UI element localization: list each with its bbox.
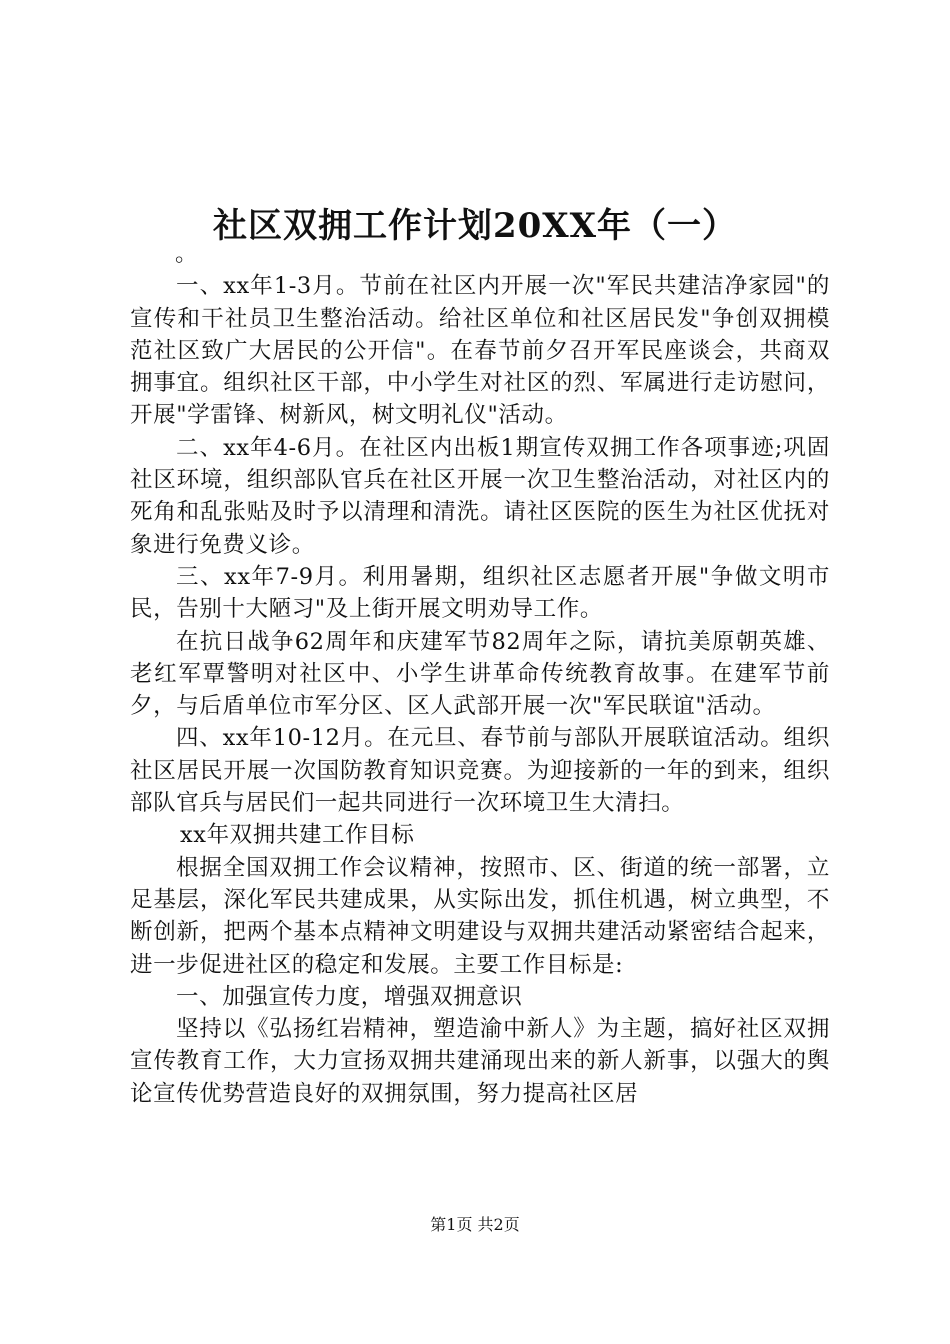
paragraph-anniversary: 在抗日战争62周年和庆建军节82周年之际，请抗美原朝英雄、老红军覃警明对社区中、小学生讲革命传统教育故事。在建军节前夕，与后盾单位市军分区、区人武部开展一次"军民联谊"活动。 bbox=[130, 628, 830, 720]
document-title: 社区双拥工作计划20XX年（一） bbox=[212, 205, 738, 246]
subheading-publicity: 一、加强宣传力度，增强双拥意识 bbox=[176, 983, 523, 1010]
paragraph-goals-intro: 根据全国双拥工作会议精神，按照市、区、街道的统一部署，立足基层，深化军民共建成果，从实际出发，抓住机遇，树立典型，不断创新，把两个基本点精神文明建设与双拥共建活动紧密结合起来，进一步促进社区的稳定和发展。主要工作目标是: bbox=[130, 854, 830, 978]
document-body bbox=[130, 238, 830, 1110]
paragraph-q2-plan: 二、xx年4-6月。在社区内出板1期宣传双拥工作各项事迹;巩固社区环境，组织部队官兵在社区开展一次卫生整治活动，对社区内的死角和乱张贴及时予以清理和清洗。请社区医院的医生为社区优抚对象进行免费义诊。 bbox=[130, 434, 830, 558]
page-number-footer: 第1页 共2页 bbox=[430, 1215, 520, 1234]
paragraph-leading-mark: 。 bbox=[175, 241, 199, 267]
paragraph-q1-plan: 一、xx年1-3月。节前在社区内开展一次"军民共建洁净家园"的宣传和干社员卫生整治活动。给社区单位和社区居民发"争创双拥模范社区致广大居民的公开信"。在春节前夕召开军民座谈会，共商双拥事宜。组织社区干部，中小学生对社区的烈、军属进行走访慰问，开展"学雷锋、树新风，树文明礼仪"活动。 bbox=[130, 273, 830, 429]
section-heading-goals: xx年双拥共建工作目标 bbox=[180, 822, 415, 849]
paragraph-q4-plan: 四、xx年10-12月。在元旦、春节前与部队开展联谊活动。组织社区居民开展一次国防教育知识竞赛。为迎接新的一年的到来，组织部队官兵与居民们一起共同进行一次环境卫生大清扫。 bbox=[130, 725, 830, 817]
paragraph-q3-plan: 三、xx年7-9月。利用暑期，组织社区志愿者开展"争做文明市民，告别十大陋习"及上街开展文明劝导工作。 bbox=[130, 563, 830, 623]
paragraph-publicity: 坚持以《弘扬红岩精神，塑造渝中新人》为主题，搞好社区双拥宣传教育工作，大力宣扬双拥共建涌现出来的新人新事，以强大的舆论宣传优势营造良好的双拥氛围，努力提高社区居 bbox=[130, 1016, 830, 1107]
